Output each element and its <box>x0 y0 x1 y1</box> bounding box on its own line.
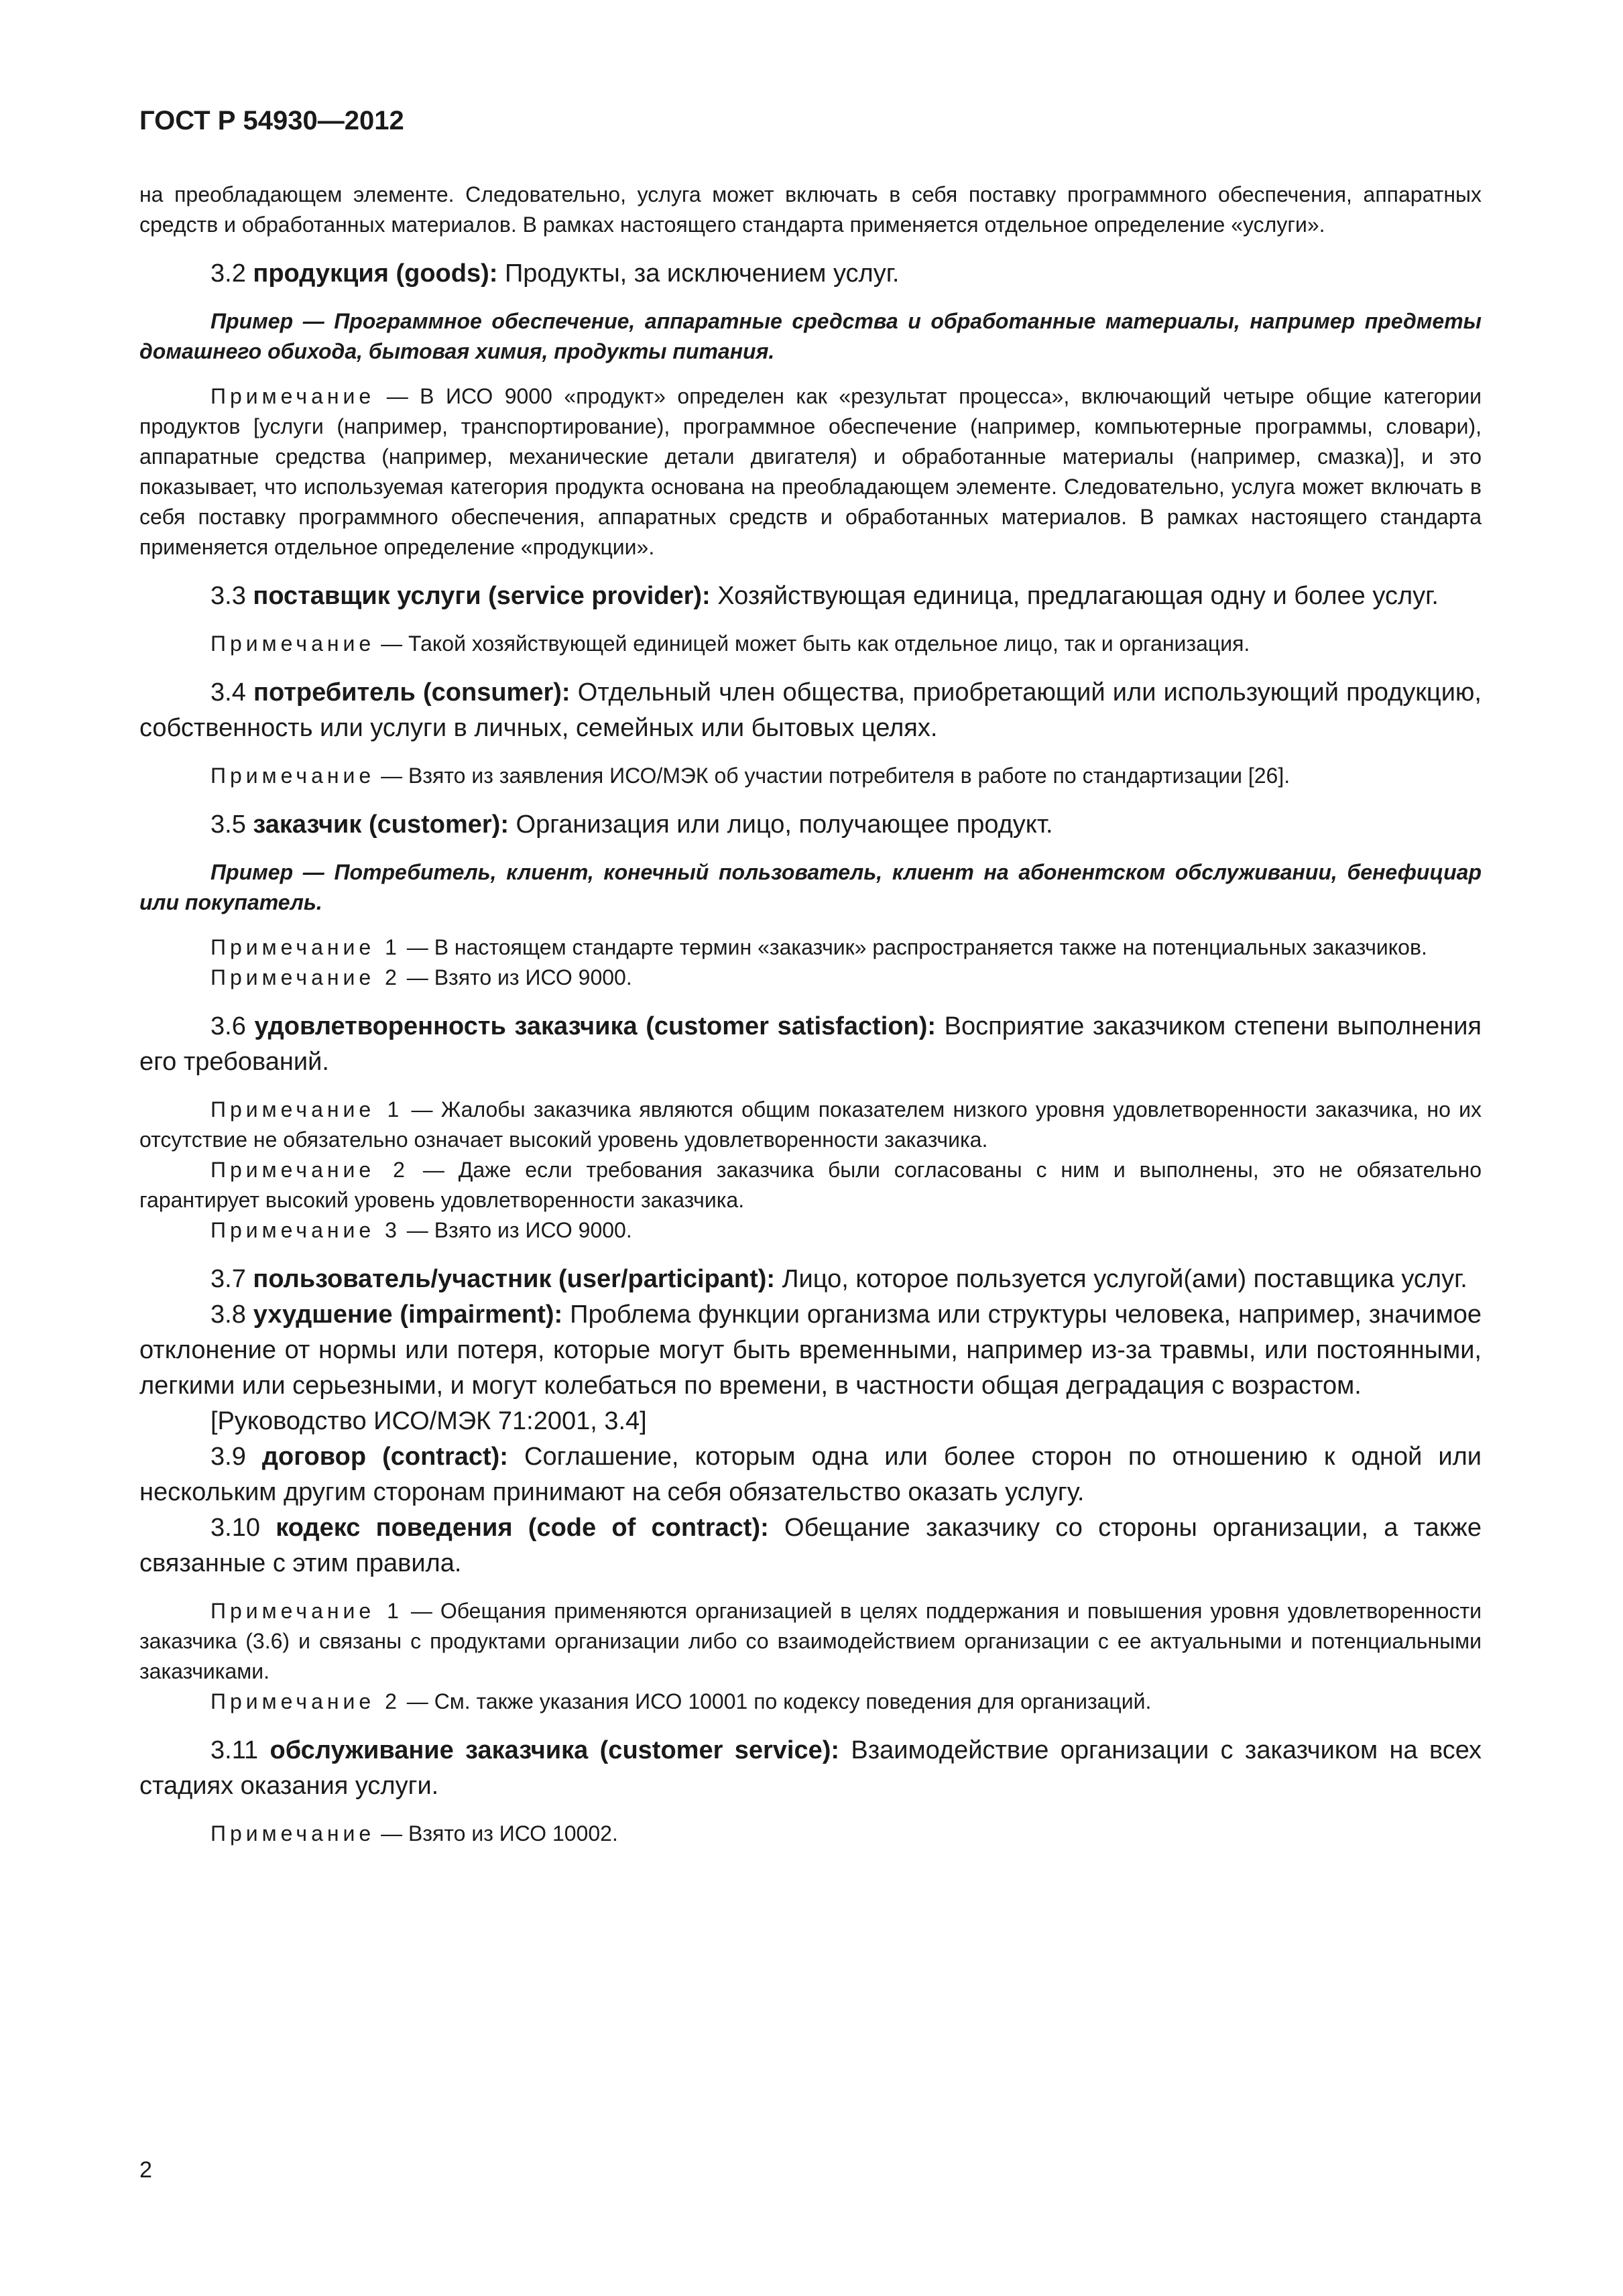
term-3-7: 3.7 пользователь/участник (user/participant): Лицо, которое пользуется услугой(ами) поставщика услуг. <box>211 1265 1467 1293</box>
term-name: кодекс поведения (code of contract): <box>276 1514 769 1542</box>
note-3-10-1: Примечание 1 — Обещания применяются организацией в целях поддержания и повышения уровня удовлетворенности заказчика (3.6) и связаны с продуктами организации либо со взаимодействием организации с ее актуальными и потенциальными заказчиками. <box>139 1599 1482 1683</box>
note-label: Примечание 3 <box>211 1218 401 1242</box>
term-3-9: 3.9 договор (contract): Соглашение, которым одна или более сторон по отношению к одной или нескольким другим сторонам принимают на себя обязательство оказать услугу. <box>139 1443 1482 1506</box>
note-label: Примечание <box>211 1821 375 1846</box>
note-3-10-2: Примечание 2 — См. также указания ИСО 10001 по кодексу поведения для организаций. <box>211 1689 1152 1713</box>
note-3-5-2: Примечание 2 — Взято из ИСО 9000. <box>211 965 632 989</box>
term-3-10: 3.10 кодекс поведения (code of contract): Обещание заказчику со стороны организации, а также связанные с этим правила. <box>139 1514 1482 1577</box>
example-3-5: Пример — Потребитель, клиент, конечный пользователь, клиент на абонентском обслуживании, бенефициар или покупатель. <box>139 860 1482 914</box>
note-3-5-1: Примечание 1 — В настоящем стандарте термин «заказчик» распространяется также на потенциальных заказчиков. <box>211 935 1427 959</box>
term-name: ухудшение (impairment): <box>253 1301 563 1329</box>
note-label: Примечание 2 <box>211 965 401 989</box>
page-number: 2 <box>139 2157 152 2183</box>
document-page <box>139 101 1482 2246</box>
term-name: договор (contract): <box>261 1443 508 1471</box>
term-3-2: 3.2 продукция (goods): Продукты, за исключением услуг. <box>211 259 900 288</box>
term-3-4: 3.4 потребитель (consumer): Отдельный член общества, приобретающий или использующий продукцию, собственность или услуги в личных, семейных или бытовых целях. <box>139 678 1482 742</box>
note-3-11: Примечание — Взято из ИСО 10002. <box>211 1821 618 1846</box>
note-3-2: Примечание — В ИСО 9000 «продукт» определен как «результат процесса», включающий четыре общие категории продуктов [услуги (например, транспортирование), программное обеспечение (например, компьютерные программы, словари), аппаратные средства (например, механические детали двигателя) и обработанные материалы (например, смазка)], и это показывает, что используемая категория продукта основана на преобладающем элементе. Следовательно, услуга может включать в себя поставку программного обеспечения, аппаратных средств и обработанных материалов. В рамках настоящего стандарта применяется отдельное определение «продукции». <box>139 384 1482 559</box>
term-name: поставщик услуги (service provider): <box>253 582 711 610</box>
note-label: Примечание <box>211 764 375 788</box>
note-label: Примечание 1 <box>211 935 401 959</box>
term-name: продукция (goods): <box>253 259 498 288</box>
note-label: Примечание 1 <box>211 1097 404 1122</box>
note-3-3: Примечание — Такой хозяйствующей единицей может быть как отдельное лицо, так и организация. <box>211 631 1250 656</box>
note-label: Примечание 1 <box>211 1599 403 1623</box>
note-label: Примечание <box>211 631 375 656</box>
term-name: заказчик (customer): <box>253 810 509 839</box>
term-3-11: 3.11 обслуживание заказчика (customer service): Взаимодействие организации с заказчиком на всех стадиях оказания услуги. <box>139 1736 1482 1800</box>
note-label: Примечание <box>211 384 375 408</box>
note-3-6-2: Примечание 2 — Даже если требования заказчика были согласованы с ним и выполнены, это не обязательно гарантирует высокий уровень удовлетворенности заказчика. <box>139 1158 1482 1212</box>
note-3-4: Примечание — Взято из заявления ИСО/МЭК об участии потребителя в работе по стандартизации [26]. <box>211 764 1290 788</box>
example-3-2: Пример — Программное обеспечение, аппаратные средства и обработанные материалы, например предметы домашнего обихода, бытовая химия, продукты питания. <box>139 309 1482 363</box>
note-3-6-3: Примечание 3 — Взято из ИСО 9000. <box>211 1218 632 1242</box>
term-name: потребитель (consumer): <box>253 678 570 707</box>
term-3-5: 3.5 заказчик (customer): Организация или лицо, получающее продукт. <box>211 810 1053 839</box>
reference-3-8: [Руководство ИСО/МЭК 71:2001, 3.4] <box>211 1407 647 1435</box>
note-label: Примечание 2 <box>211 1158 409 1182</box>
note-label: Примечание 2 <box>211 1689 401 1713</box>
intro-paragraph: на преобладающем элементе. Следовательно, услуга может включать в себя поставку программного обеспечения, аппаратных средств и обработанных материалов. В рамках настоящего стандарта применяется отдельное определение «услуги». <box>139 182 1482 237</box>
term-name: пользователь/участник (user/participant): <box>253 1265 776 1293</box>
term-3-3: 3.3 поставщик услуги (service provider): Хозяйствующая единица, предлагающая одну и более услуг. <box>211 582 1439 610</box>
term-3-8: 3.8 ухудшение (impairment): Проблема функции организма или структуры человека, например, значимое отклонение от нормы или потеря, которые могут быть временными, например из-за травмы, или постоянными, легкими или серьезными, и могут колебаться по времени, в частности общая деградация с возрастом. <box>139 1301 1482 1400</box>
document-header: ГОСТ Р 54930—2012 <box>139 106 404 135</box>
term-name: удовлетворенность заказчика (customer satisfaction): <box>254 1012 937 1040</box>
term-3-6: 3.6 удовлетворенность заказчика (customer satisfaction): Восприятие заказчиком степени выполнения его требований. <box>139 1012 1482 1076</box>
term-name: обслуживание заказчика (customer service): <box>269 1736 840 1764</box>
note-3-6-1: Примечание 1 — Жалобы заказчика являются общим показателем низкого уровня удовлетворенности заказчика, но их отсутствие не обязательно означает высокий уровень удовлетворенности заказчика. <box>139 1097 1482 1152</box>
